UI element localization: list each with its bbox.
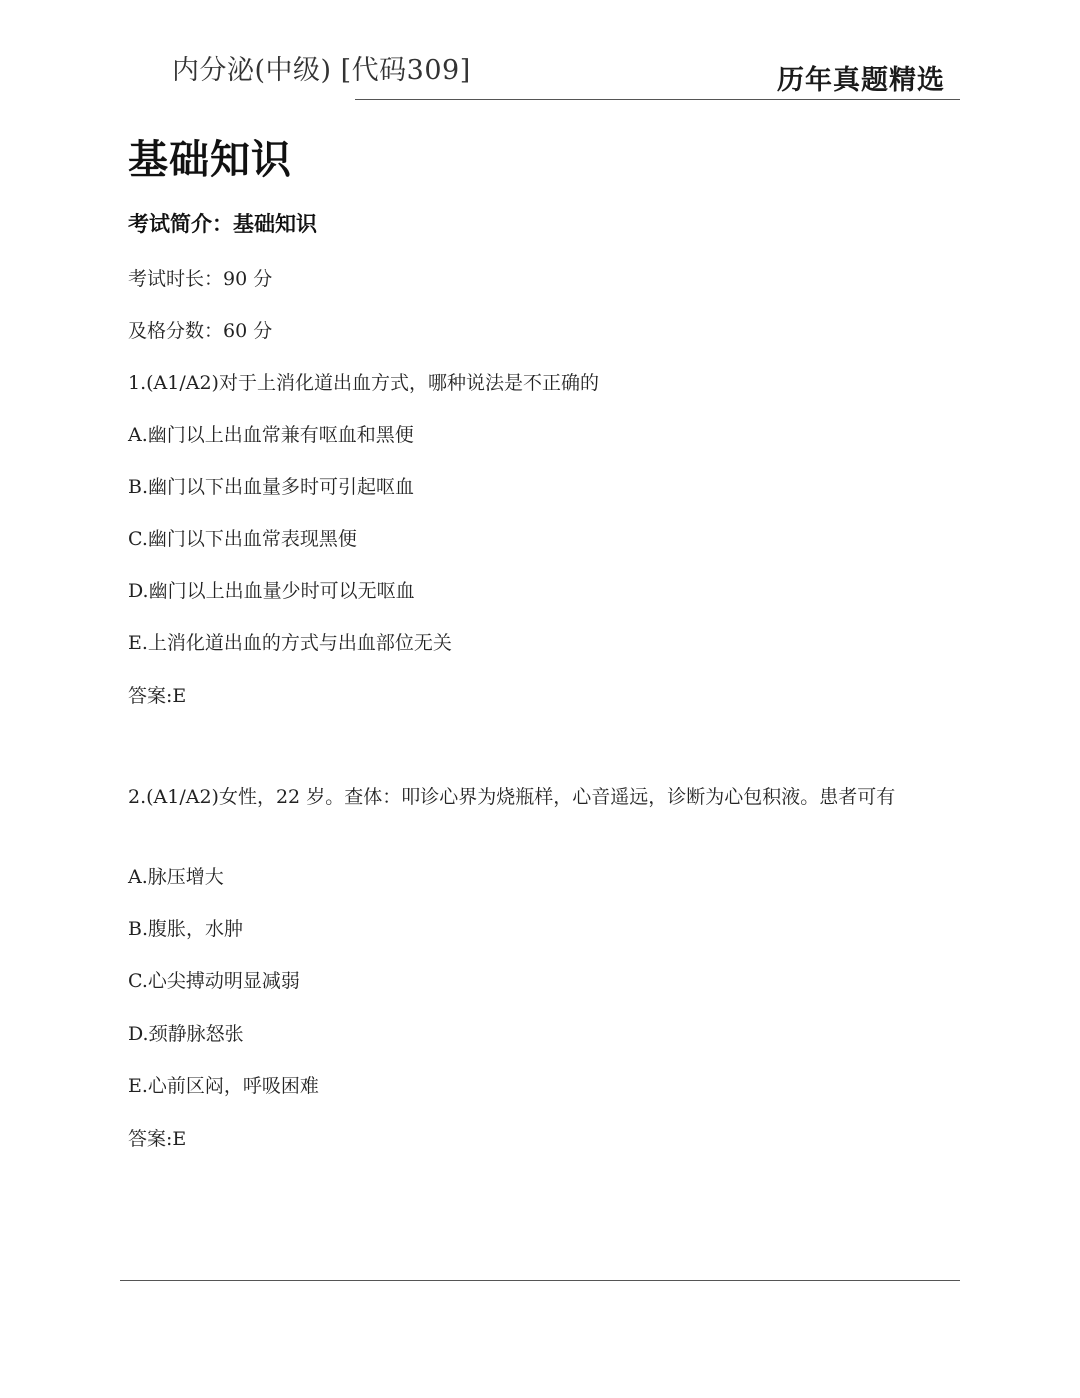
header-divider: [355, 99, 960, 100]
question-2-stem: 2.(A1/A2)女性，22 岁。查体：叩诊心界为烧瓶样，心音遥远，诊断为心包积液。患者可有: [128, 786, 896, 808]
question-2-option-c: C.心尖搏动明显减弱: [128, 970, 300, 992]
question-2-option-e: E.心前区闷，呼吸困难: [128, 1075, 319, 1097]
question-2-option-d: D.颈静脉怒张: [128, 1023, 244, 1045]
question-1-stem: 1.(A1/A2)对于上消化道出血方式，哪种说法是不正确的: [128, 372, 599, 394]
page-title: 基础知识: [128, 137, 292, 183]
passing-score: 及格分数：60 分: [128, 320, 273, 342]
exam-duration: 考试时长：90 分: [128, 268, 273, 290]
header-collection-title: 历年真题精选: [777, 65, 945, 96]
question-1-option-e: E.上消化道出血的方式与出血部位无关: [128, 632, 452, 654]
footer-divider: [120, 1280, 960, 1281]
exam-intro-heading: 考试简介：基础知识: [128, 212, 317, 236]
header-course-title: 内分泌(中级) [代码309]: [172, 55, 471, 86]
question-2-option-b: B.腹胀，水肿: [128, 918, 244, 940]
question-2-answer: 答案:E: [128, 1128, 187, 1150]
question-1-answer: 答案:E: [128, 685, 187, 707]
question-1-option-c: C.幽门以下出血常表现黑便: [128, 528, 357, 550]
question-1-option-d: D.幽门以上出血量少时可以无呕血: [128, 580, 415, 602]
question-1-option-b: B.幽门以下出血量多时可引起呕血: [128, 476, 415, 498]
question-2-option-a: A.脉压增大: [128, 866, 224, 888]
question-1-option-a: A.幽门以上出血常兼有呕血和黑便: [128, 424, 414, 446]
